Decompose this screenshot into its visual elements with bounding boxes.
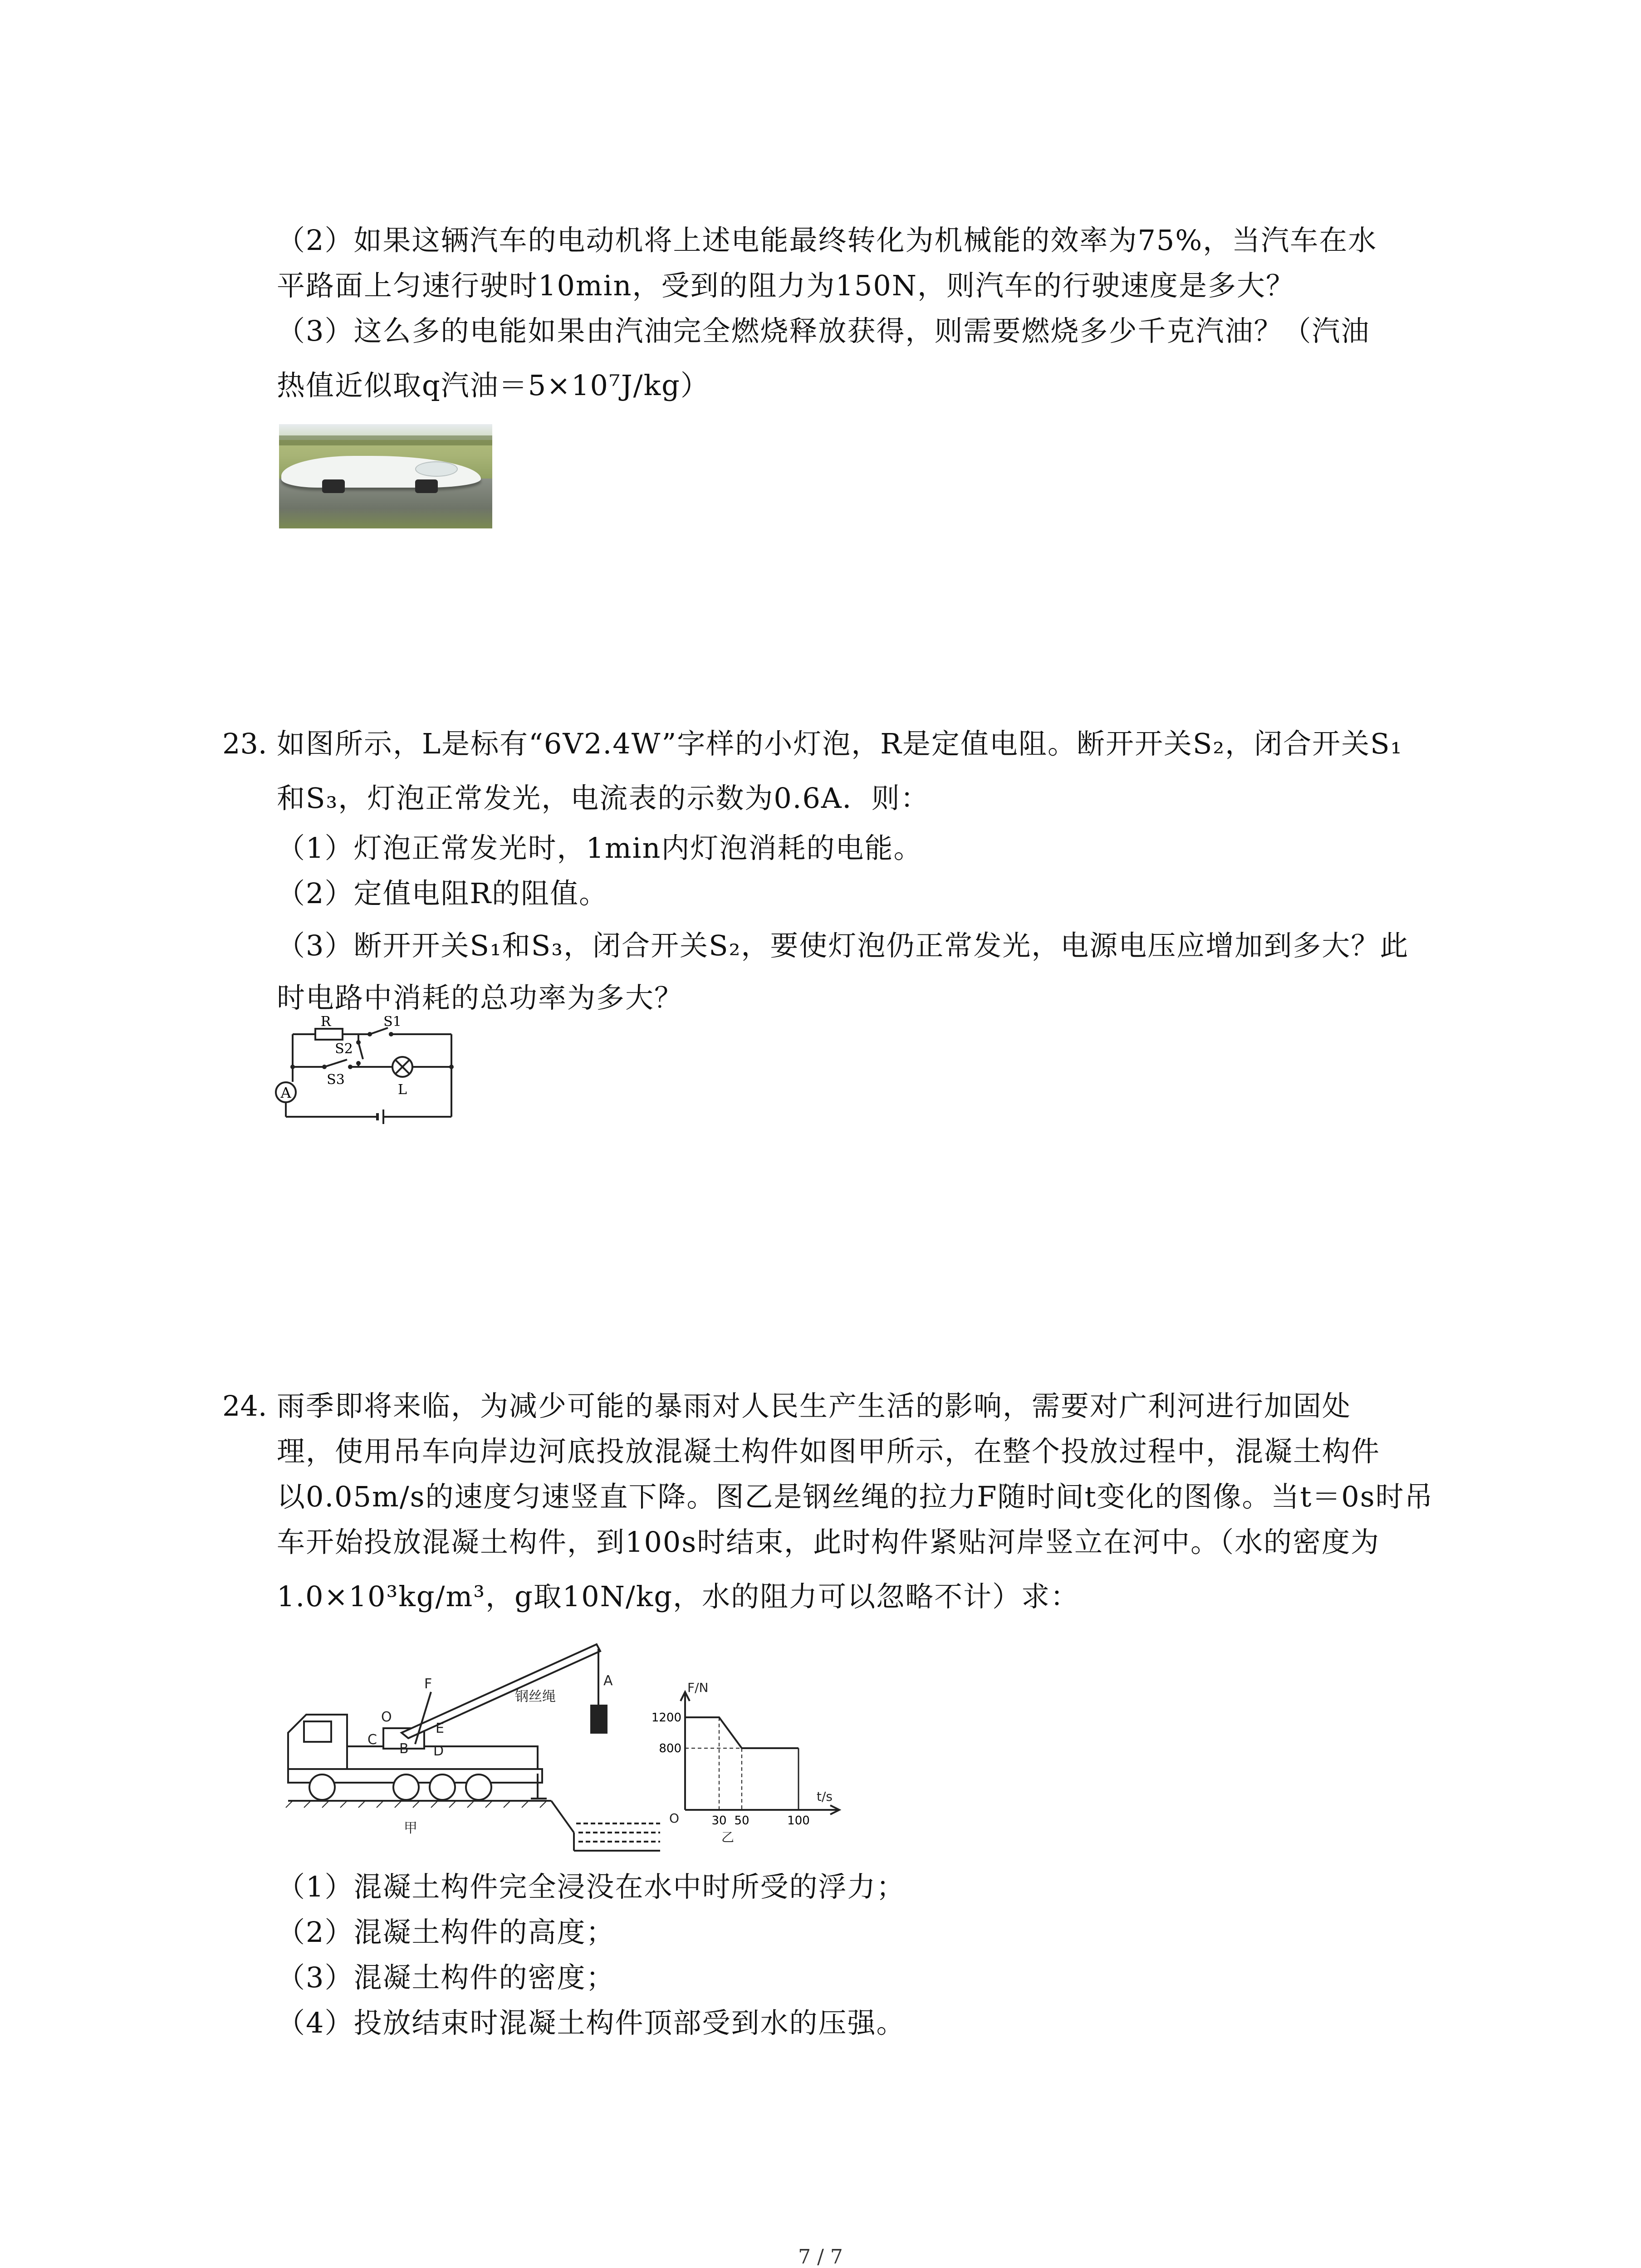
q24-line-1: 雨季即将来临，为减少可能的暴雨对人民生产生活的影响，需要对广利河进行加固处 bbox=[277, 1389, 1352, 1422]
circuit-diagram bbox=[272, 1016, 463, 1134]
crane-point-e: E bbox=[436, 1721, 444, 1736]
q24-question-1: （1）混凝土构件完全浸没在水中时所受的浮力； bbox=[277, 1870, 906, 1903]
ammeter-label: A bbox=[280, 1084, 291, 1101]
resistor-label: R bbox=[320, 1016, 331, 1030]
q24-line-3: 以0.05m/s的速度匀速竖直下降。图乙是钢丝绳的拉力F随时间t变化的图像。当t＝0s时吊 bbox=[277, 1480, 1434, 1513]
crane-point-o: O bbox=[381, 1709, 392, 1725]
lamp-label: L bbox=[398, 1082, 407, 1098]
y-tick-800: 800 bbox=[659, 1742, 681, 1755]
q23-line-3: （1）灯泡正常发光时，1min内灯泡消耗的电能。 bbox=[277, 831, 923, 865]
q24-line-2: 理，使用吊车向岸边河底投放混凝土构件如图甲所示，在整个投放过程中，混凝土构件 bbox=[277, 1435, 1381, 1468]
solar-car-photo bbox=[279, 424, 492, 528]
q24-question-2: （2）混凝土构件的高度； bbox=[277, 1916, 615, 1949]
graph-y-label: F/N bbox=[687, 1680, 709, 1695]
q22-line-3: （3）这么多的电能如果由汽油完全燃烧释放获得，则需要燃烧多少千克汽油？（汽油 bbox=[277, 314, 1370, 347]
graph-origin-label: O bbox=[669, 1811, 680, 1826]
q22-line-2: 平路面上匀速行驶时10min，受到的阻力为150N，则汽车的行驶速度是多大？ bbox=[277, 269, 1295, 302]
crane-point-d: D bbox=[433, 1743, 444, 1759]
q23-line-1: 如图所示，L是标有“6V2.4W”字样的小灯泡，R是定值电阻。断开开关S₂，闭合开关S₁ bbox=[277, 727, 1403, 760]
q24-number: 24. bbox=[222, 1389, 267, 1422]
x-tick-100: 100 bbox=[787, 1814, 810, 1828]
crane-point-f: F bbox=[424, 1676, 432, 1692]
x-tick-30: 30 bbox=[711, 1814, 727, 1828]
switch-s2-label: S2 bbox=[335, 1041, 353, 1057]
x-tick-50: 50 bbox=[734, 1814, 749, 1828]
crane-diagram bbox=[279, 1619, 669, 1855]
crane-point-a: A bbox=[603, 1673, 613, 1689]
q23-line-4: （2）定值电阻R的阻值。 bbox=[277, 877, 608, 910]
crane-point-c: C bbox=[367, 1732, 377, 1748]
q23-line-5: （3）断开开关S₁和S₃，闭合开关S₂，要使灯泡仍正常发光，电源电压应增加到多大？此 bbox=[277, 929, 1409, 962]
q23-line-6: 时电路中消耗的总功率为多大？ bbox=[277, 981, 684, 1014]
figure-jia-caption: 甲 bbox=[404, 1820, 417, 1836]
q24-line-4: 车开始投放混凝土构件，到100s时结束，此时构件紧贴河岸竖立在河中。（水的密度为 bbox=[277, 1525, 1380, 1559]
q24-question-3: （3）混凝土构件的密度； bbox=[277, 1961, 615, 1994]
rope-label: 钢丝绳 bbox=[515, 1689, 556, 1705]
q22-line-4: 热值近似取q汽油＝5×10⁷J/kg） bbox=[277, 369, 710, 402]
q24-question-4: （4）投放结束时混凝土构件顶部受到水的压强。 bbox=[277, 2006, 906, 2039]
q22-line-1: （2）如果这辆汽车的电动机将上述电能最终转化为机械能的效率为75%，当汽车在水 bbox=[277, 224, 1377, 257]
switch-s3-label: S3 bbox=[327, 1072, 345, 1088]
page-number: 7 / 7 bbox=[798, 2245, 843, 2268]
q23-number: 23. bbox=[222, 727, 267, 760]
figure-yi-caption: 乙 bbox=[721, 1830, 735, 1845]
force-line bbox=[685, 1717, 798, 1748]
q24-line-5: 1.0×10³kg/m³，g取10N/kg，水的阻力可以忽略不计）求： bbox=[277, 1580, 1080, 1613]
switch-s1-label: S1 bbox=[383, 1016, 402, 1030]
y-tick-1200: 1200 bbox=[651, 1711, 681, 1725]
force-time-graph bbox=[631, 1678, 867, 1851]
crane-point-b: B bbox=[399, 1741, 409, 1757]
graph-x-label: t/s bbox=[817, 1789, 833, 1804]
q23-line-2: 和S₃，灯泡正常发光，电流表的示数为0.6A．则： bbox=[277, 782, 930, 815]
